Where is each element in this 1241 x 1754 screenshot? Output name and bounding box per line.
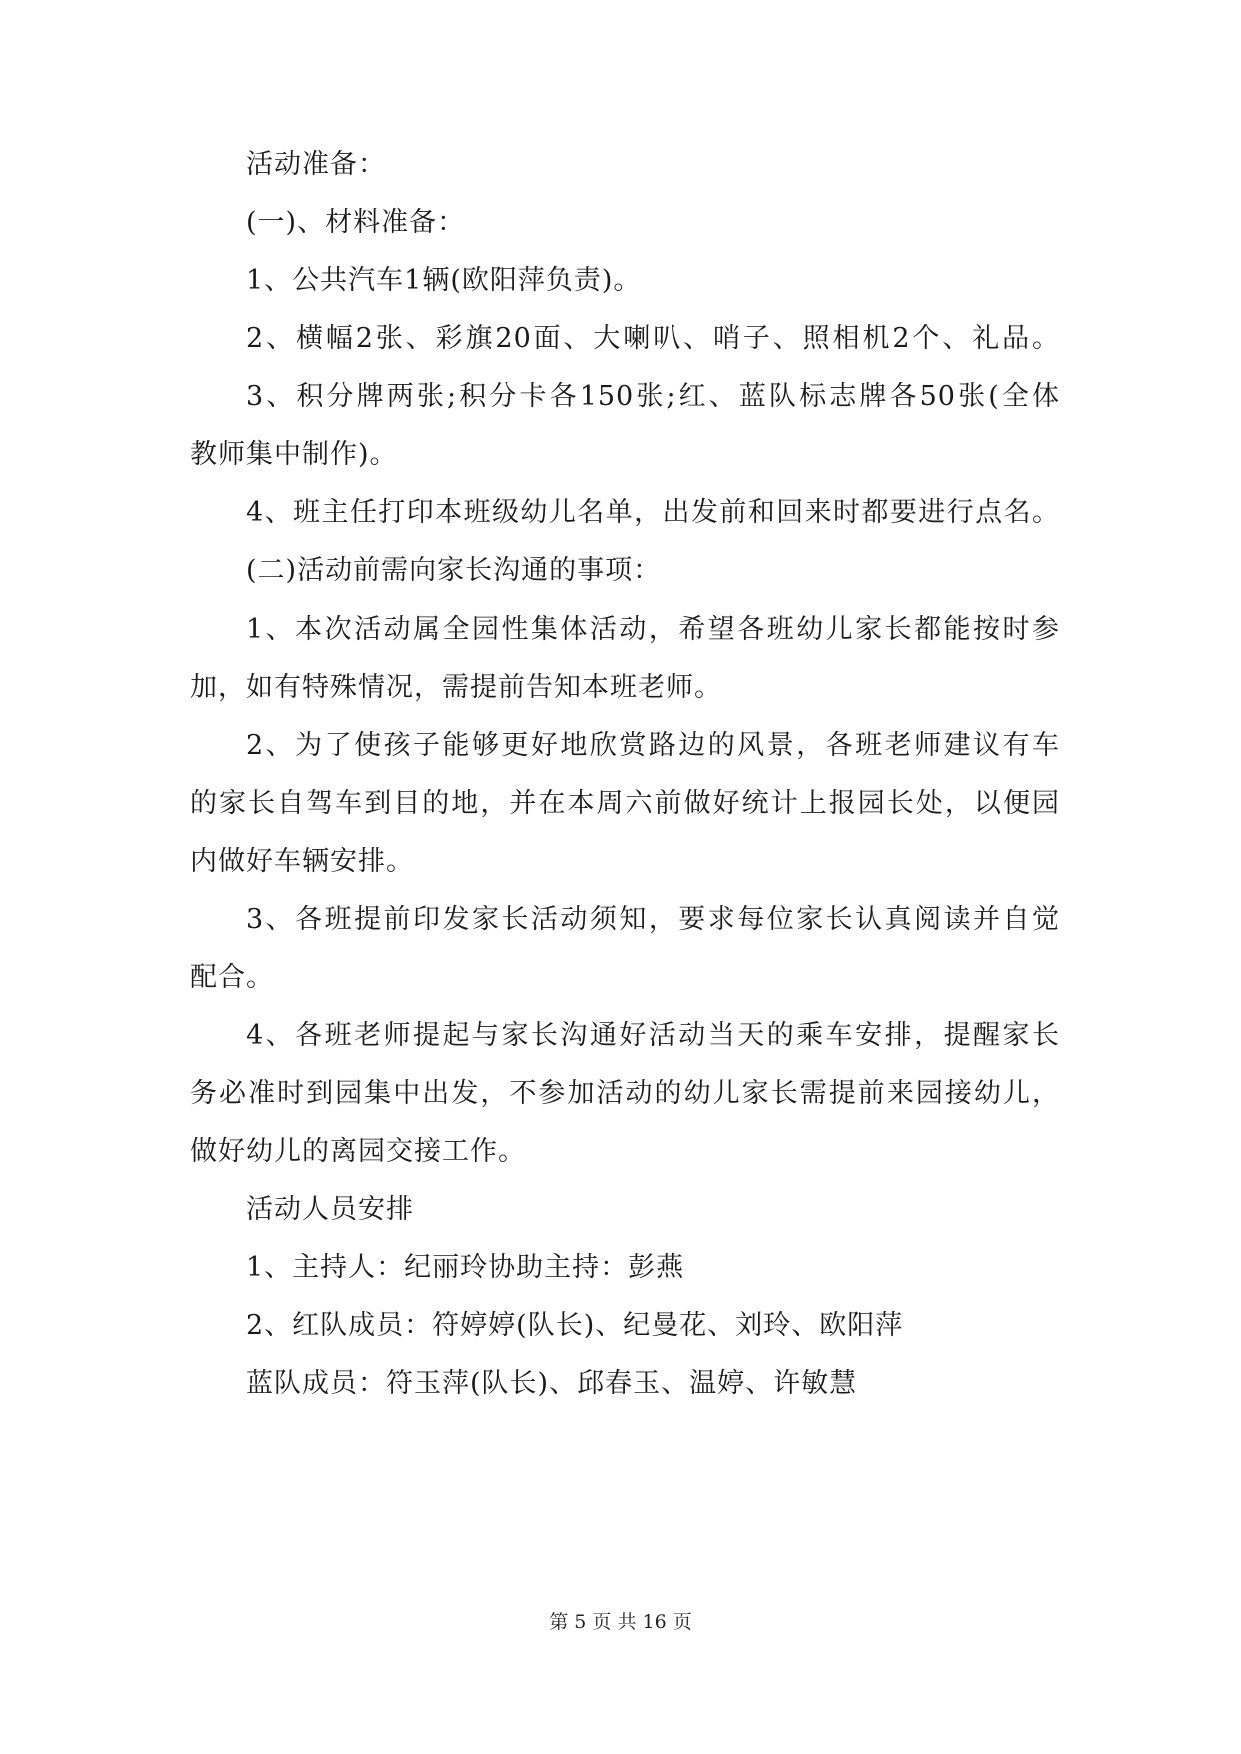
paragraph-line: 3、各班提前印发家长活动须知，要求每位家长认真阅读并自觉: [246, 904, 1060, 935]
paragraph-line: 1、主持人：纪丽玲协助主持：彭燕: [246, 1252, 685, 1283]
subheading-parent-communication: (二)活动前需向家长沟通的事项：: [246, 555, 662, 586]
paragraph-line: 2、为了使孩子能够更好地欣赏路边的风景，各班老师建议有车: [246, 730, 1060, 761]
heading-staff-arrangement: 活动人员安排: [246, 1194, 414, 1225]
paragraph-line: 2、横幅2张、彩旗20面、大喇叭、哨子、照相机2个、礼品。: [246, 323, 1060, 354]
paragraph-line: 蓝队成员：符玉萍(队长)、邱春玉、温婷、许敏慧: [246, 1368, 858, 1399]
paragraph-line: 1、本次活动属全园性集体活动，希望各班幼儿家长都能按时参: [246, 614, 1060, 645]
paragraph-line: 1、公共汽车1辆(欧阳萍负责)。: [246, 265, 642, 296]
paragraph-line: 加，如有特殊情况，需提前告知本班老师。: [190, 672, 722, 703]
page-number-footer: 第 5 页 共 16 页: [549, 1611, 692, 1633]
paragraph-line: 内做好车辆安排。: [190, 846, 414, 877]
paragraph-line: 的家长自驾车到目的地，并在本周六前做好统计上报园长处，以便园: [190, 788, 1060, 819]
paragraph-line: 配合。: [190, 962, 274, 993]
heading-activity-preparation: 活动准备：: [246, 149, 386, 180]
paragraph-line: 4、各班老师提起与家长沟通好活动当天的乘车安排，提醒家长: [246, 1020, 1060, 1051]
paragraph-line: 3、积分牌两张;积分卡各150张;红、蓝队标志牌各50张(全体: [246, 381, 1060, 412]
paragraph-line: 2、红队成员：符婷婷(队长)、纪曼花、刘玲、欧阳萍: [246, 1310, 904, 1341]
paragraph-line: 做好幼儿的离园交接工作。: [190, 1136, 526, 1167]
subheading-materials: (一)、材料准备：: [246, 207, 466, 238]
paragraph-line: 教师集中制作)。: [190, 439, 398, 470]
paragraph-line: 务必准时到园集中出发，不参加活动的幼儿家长需提前来园接幼儿，: [190, 1078, 1060, 1109]
paragraph-line: 4、班主任打印本班级幼儿名单，出发前和回来时都要进行点名。: [246, 497, 1060, 528]
